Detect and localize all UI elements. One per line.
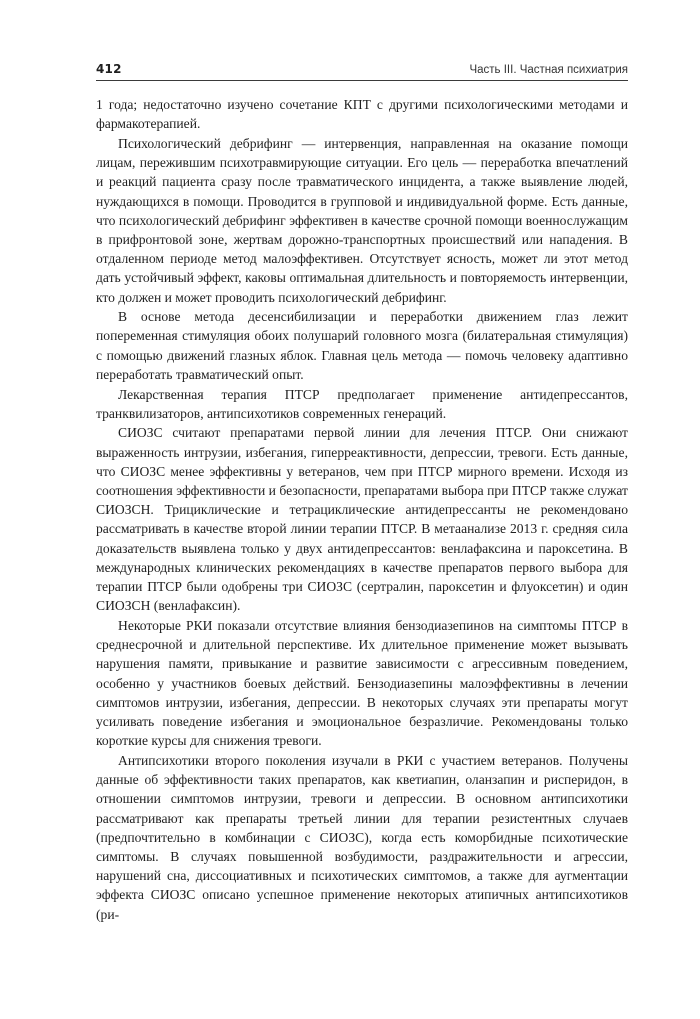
running-head: Часть III. Частная психиатрия	[469, 64, 628, 76]
paragraph-pharmacotherapy: Лекарственная терапия ПТСР предполагает применение антидепрессантов, транквилизаторов, антипсихотиков современных генераций.	[96, 386, 628, 421]
paragraph-continuation: 1 года; недостаточно изучено сочетание КПТ с другими психологическими методами и фармакотерапией.	[96, 97, 628, 132]
body-text	[96, 95, 628, 924]
page-header	[96, 62, 628, 81]
book-page	[96, 62, 628, 924]
paragraph-antipsychotics: Антипсихотики второго поколения изучали в РКИ с участием ветеранов. Получены данные об эффективности таких препаратов, как кветиапин, оланзапин и рисперидон, в отношении симптомов интрузии, тревоги и депрессии. В основном антипсихотики рассматривают как препараты третьей линии для терапии резистентных случаев (предпочтительно в комбинации с СИОЗС), когда есть коморбидные психотические симптомы. В случаях повышенной возбудимости, раздражительности и агрессии, нарушений сна, диссоциативных и психотических симптомов, а также для аугментации эффекта СИОЗС описано успешное применение некоторых атипичных антипсихотиков (ри-	[96, 752, 628, 922]
page-number: 412	[96, 62, 122, 76]
paragraph-ssri: СИОЗС считают препаратами первой линии для лечения ПТСР. Они снижают выраженность интрузии, избегания, гиперреактивности, депрессии, тревоги. Есть данные, что СИОЗС менее эффективны у ветеранов, чем при ПТСР мирного времени. Исходя из соотношения эффективности и безопасности, препаратами выбора при ПТСР также служат СИОЗСН. Трициклические и тетрациклические антидепрессанты не рекомендовано рассматривать в качестве второй линии терапии ПТСР. В метаанализе 2013 г. средняя сила доказательств выявлена только у двух антидепрессантов: венлафаксина и пароксетина. В международных клинических рекомендациях в качестве препаратов первого выбора для терапии ПТСР были одобрены три СИОЗС (сертралин, пароксетин и флуоксетин) и один СИОЗСН (венлафаксин).	[96, 425, 628, 614]
paragraph-debriefing: Психологический дебрифинг — интервенция, направленная на оказание помощи лицам, пережившим психотравмирующие ситуации. Его цель — переработка впечатлений и реакций пациента сразу после травматического инцидента, а также выявление людей, нуждающихся в помощи. Проводится в групповой и индивидуальной форме. Есть данные, что психологический дебрифинг эффективен в качестве срочной помощи военнослужащим в прифронтовой зоне, жертвам дорожно-транспортных происшествий или нападения. В отдаленном периоде метод малоэффективен. Отсутствует ясность, может ли этот метод дать устойчивый эффект, каковы оптимальная длительность и повторяемость интервенции, кто должен и может проводить психологический дебрифинг.	[96, 135, 628, 305]
paragraph-benzodiazepines: Некоторые РКИ показали отсутствие влияния бензодиазепинов на симптомы ПТСР в среднесрочной и длительной перспективе. Их длительное применение может вызывать нарушения памяти, привыкание и развитие зависимости с агрессивным поведением, особенно у участников боевых действий. Бензодиазепины малоэффективны в лечении симптомов интрузии, избегания, депрессии. В некоторых случаях эти препараты могут усиливать поведение избегания и эмоциональное безразличие. Рекомендованы только короткие курсы для снижения тревоги.	[96, 617, 628, 749]
paragraph-emdr: В основе метода десенсибилизации и переработки движением глаз лежит попеременная стимуляция обоих полушарий головного мозга (билатеральная стимуляция) с помощью движений глазных яблок. Главная цель метода — помочь человеку адаптивно переработать травматический опыт.	[96, 309, 628, 382]
